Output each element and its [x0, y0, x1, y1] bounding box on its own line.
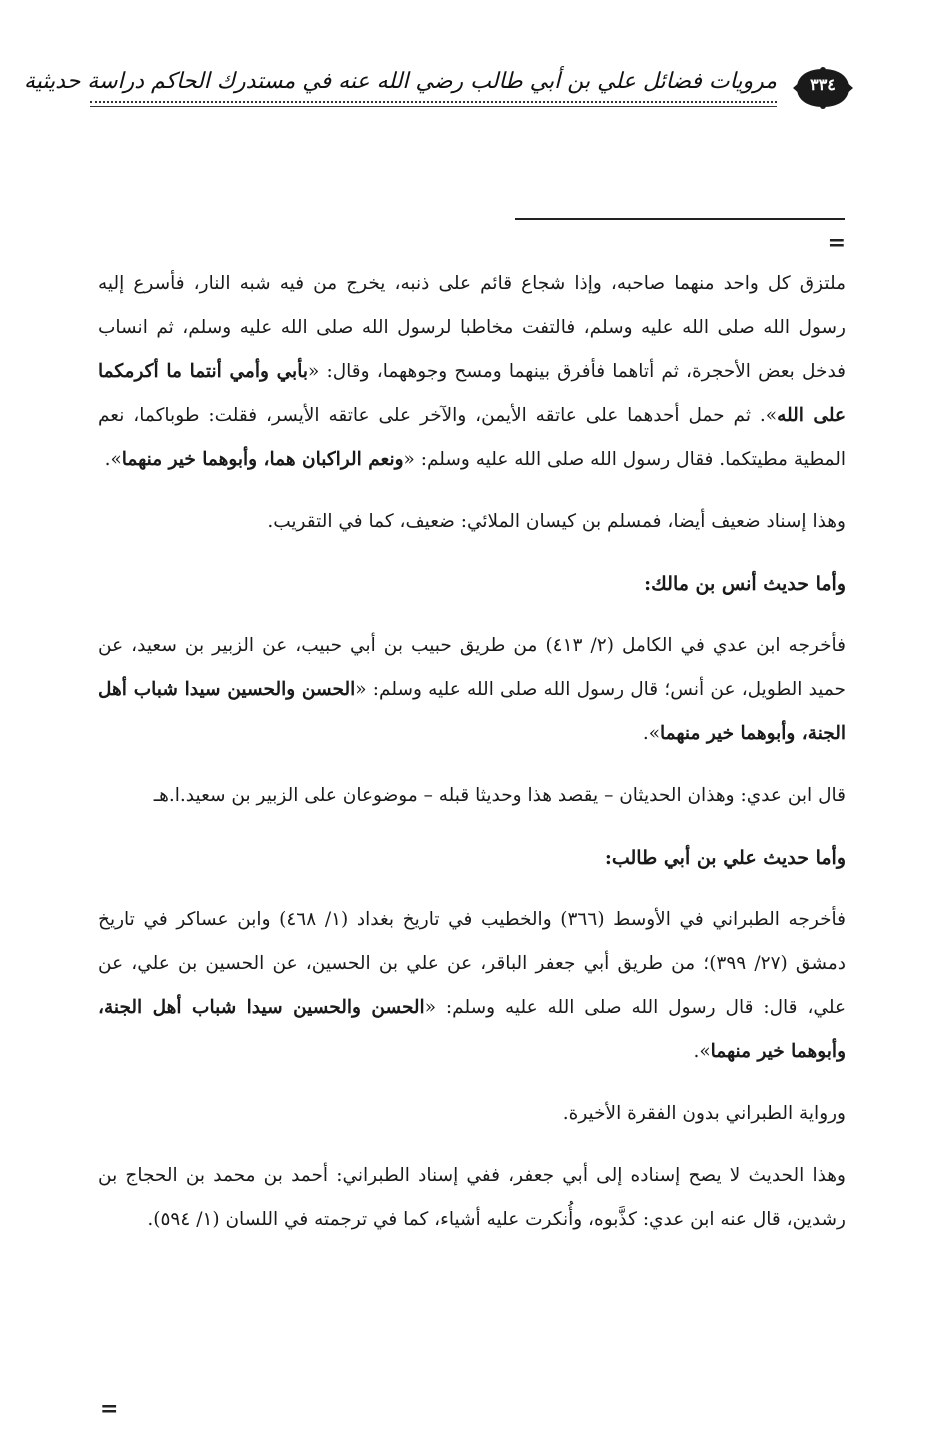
- paragraph-6: ورواية الطبراني بدون الفقرة الأخيرة.: [562, 1103, 846, 1124]
- hadith-quote: الحسن والحسين سيدا شباب أهل الجنة، وأبوهما خير منهما: [98, 679, 846, 744]
- running-header: [23, 55, 855, 115]
- paragraph-1: ملتزق كل واحد منهما صاحبه، وإذا شجاع قائم على ذنبه، يخرج من فيه شبه النار، فأسرع إليه رسول الله صلى الله عليه وسلم، فالتفت مخاطبا لرسول الله صلى الله عليه وسلم، ثم انساب فدخل بعض الأحجرة، ثم أتاهما فأفرق بينهما ومسح وجوههما، وقال: «بأبي وأمي أنتما ما أكرمكما على الله». ثم حمل أحدهما على عاتقه الأيمن، والآخر على عاتقه الأيسر، فقلت: طوباكما، نعم المطية مطيتكما. فقال رسول الله صلى الله عليه وسلم: «ونعم الراكبان هما، وأبوهما خير منهما».: [98, 273, 846, 470]
- hadith-quote: ونعم الراكبان هما، وأبوهما خير منهما: [121, 449, 404, 470]
- page-number: ٣٣٤: [810, 75, 836, 94]
- hadith-quote: الحسن والحسين سيدا شباب أهل الجنة، وأبوهما خير منهما: [98, 997, 846, 1062]
- paragraph-2: وهذا إسناد ضعيف أيضا، فمسلم بن كيسان الملائي: ضعيف، كما في التقريب.: [267, 511, 846, 532]
- paragraph-7: وهذا الحديث لا يصح إسناده إلى أبي جعفر، ففي إسناد الطبراني: أحمد بن محمد بن الحجاج بن رشدين، قال عنه ابن عدي: كذَّبوه، وأُنكرت عليه أشياء، كما في ترجمته في اللسان (١/ ٥٩٤).: [98, 1165, 846, 1230]
- paragraph-4: قال ابن عدي: وهذان الحديثان – يقصد هذا وحديثا قبله – موضوعان على الزبير بن سعيد.ا.هـ: [153, 785, 846, 806]
- section-heading-ali: وأما حديث علي بن أبي طالب:: [604, 847, 846, 869]
- header-title: مرويات فضائل علي بن أبي طالب رضي الله عنه في مستدرك الحاكم دراسة حديثية: [23, 69, 777, 94]
- footnote-separator: [515, 218, 845, 220]
- section-heading-anas: وأما حديث أنس بن مالك:: [644, 573, 846, 595]
- header-divider: [90, 101, 777, 103]
- page-body: [98, 262, 846, 1242]
- footnote-continuation-mark-top: =: [827, 230, 846, 256]
- hadith-quote: بأبي وأمي أنتما ما أكرمكما على الله: [98, 361, 846, 426]
- page-number-badge: [791, 65, 855, 111]
- header-divider-thin: [90, 106, 777, 107]
- paragraph-5: فأخرجه الطبراني في الأوسط (٣٦٦) والخطيب في تاريخ بغداد (١/ ٤٦٨) وابن عساكر في تاريخ دمشق (٢٧/ ٣٩٩)؛ من طريق أبي جعفر الباقر، عن علي بن الحسين، عن الحسين بن علي، عن علي، قال: قال رسول الله صلى الله عليه وسلم: «الحسن والحسين سيدا شباب أهل الجنة، وأبوهما خير منهما».: [98, 909, 846, 1062]
- footnote-continuation-mark-bottom: =: [100, 1396, 119, 1422]
- paragraph-3: فأخرجه ابن عدي في الكامل (٢/ ٤١٣) من طريق حبيب بن أبي حبيب، عن الزبير بن سعيد، عن حميد الطويل، عن أنس؛ قال رسول الله صلى الله عليه وسلم: «الحسن والحسين سيدا شباب أهل الجنة، وأبوهما خير منهما».: [98, 635, 846, 744]
